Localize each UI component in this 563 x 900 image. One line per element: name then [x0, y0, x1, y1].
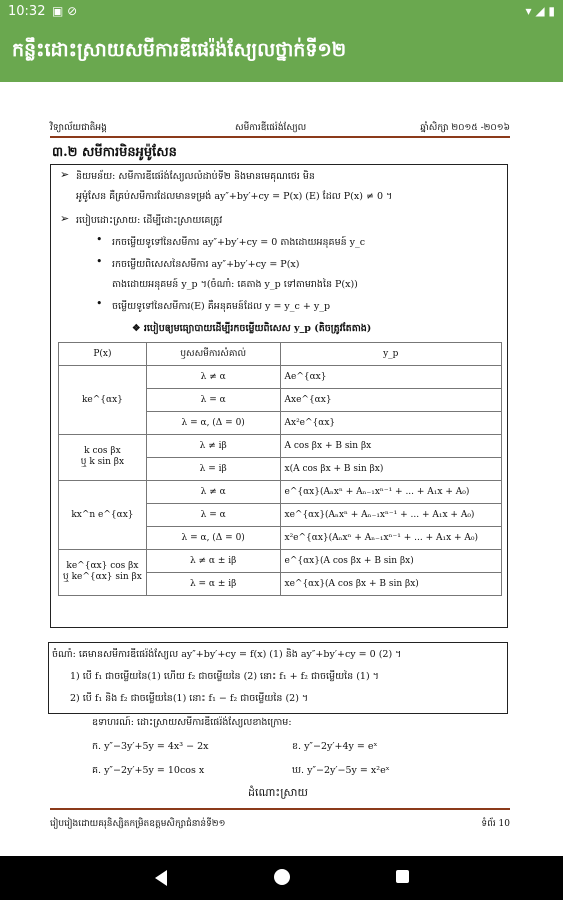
arrow-bullet-icon: ➢	[60, 168, 70, 181]
root-condition-cell: λ = α ± iβ	[146, 573, 280, 596]
definition-text-1: និយមន័យ: សមីការឌីផេរ៉ង់ស្យែលលំដាប់ទី២ និងមានមេគុណថេរ មិន	[76, 171, 315, 182]
table-caption: ❖ របៀបឲ្យមធ្យោបាយដើម្បីរកចម្លើយពិសេស y_p (តិចត្រូវតែតាង)	[132, 323, 372, 334]
page-footer	[50, 818, 510, 831]
section-title: ៣.២ សមីការមិនអូម៉ូសែន	[52, 145, 177, 160]
root-condition-cell: λ ≠ α	[146, 481, 280, 504]
dot-bullet-icon: •	[96, 297, 103, 310]
page-number: ទំព័រ 10	[481, 819, 510, 829]
table-header-cell: P(x)	[59, 343, 147, 366]
recent-apps-icon[interactable]	[396, 870, 409, 883]
yp-form-cell: Ae^{αx}	[280, 366, 502, 389]
table-row	[59, 435, 502, 458]
table-row	[59, 550, 502, 573]
yp-form-cell: x(A cos βx + B sin βx)	[280, 458, 502, 481]
example-c: គ. y″−2y′+5y = 10cos x	[92, 765, 205, 776]
header-rule	[50, 136, 510, 138]
root-condition-cell: λ = α, (Δ = 0)	[146, 412, 280, 435]
yp-form-cell: Ax²e^{αx}	[280, 412, 502, 435]
status-bar	[0, 0, 563, 24]
yp-form-cell: xe^{αx}(Aₙxⁿ + Aₙ₋₁xⁿ⁻¹ + ... + A₁x + A₀)	[280, 504, 502, 527]
page-header	[50, 120, 510, 136]
footer-author: រៀបរៀងដោយគរុនិស្សិតកម្រិតឧត្តមសិក្សាជំនាន់ទី២១	[50, 819, 226, 829]
document-viewer[interactable]	[0, 82, 563, 856]
method-step-2a: រកចម្លើយពិសេសនៃសមីការ ay″+by′+cy = P(x)	[112, 259, 300, 270]
root-condition-cell: λ ≠ α	[146, 366, 280, 389]
table-header-cell: y_p	[280, 343, 502, 366]
system-icons: ▾ ◢ ▮	[525, 4, 555, 18]
px-cell: ke^{αx}	[59, 366, 147, 435]
method-step-3: ចម្លើយទូទៅនៃសមីការ(E) គឺអនុគមន៍ដែល y = y_c + y_p	[112, 301, 331, 312]
root-condition-cell: λ = iβ	[146, 458, 280, 481]
method-title: របៀបដោះស្រាយ: ដើម្បីដោះស្រាយគេត្រូវ	[76, 215, 223, 226]
yp-form-cell: Axe^{αx}	[280, 389, 502, 412]
yp-form-cell: A cos βx + B sin βx	[280, 435, 502, 458]
solution-label: ដំណោះស្រាយ	[248, 786, 308, 799]
table-header-row	[59, 343, 502, 366]
note-line-2: 1) បើ f₁ ជាចម្លើយនៃ(1) ហើយ f₂ ជាចម្លើយនៃ (2) នោះ f₁ + f₂ ជាចម្លើយនៃ (1) ។	[70, 671, 379, 682]
navigation-bar	[0, 856, 563, 900]
yp-form-cell: xe^{αx}(A cos βx + B sin βx)	[280, 573, 502, 596]
note-line-3: 2) បើ f₁ និង f₂ ជាចម្លើយនៃ(1) នោះ f₁ − f₂ ជាចម្លើយនៃ (2) ។	[70, 693, 309, 704]
root-condition-cell: λ = α, (Δ = 0)	[146, 527, 280, 550]
example-d: ឃ. y″−2y′−5y = x²eˣ	[292, 765, 390, 776]
notification-icons: ▣ ⊘	[52, 4, 78, 18]
px-cell: ke^{αx} cos βx ឬ ke^{αx} sin βx	[59, 550, 147, 596]
yp-form-cell: x²e^{αx}(Aₙxⁿ + Aₙ₋₁xⁿ⁻¹ + ... + A₁x + A₀)	[280, 527, 502, 550]
header-school: វិទ្យាល័យជាតិអង្គ	[50, 123, 107, 133]
table-header-cell: ឫសសមីការសំគាល់	[146, 343, 280, 366]
definition-text-2: អូម៉ូសែន គឺគ្រប់សមីការដែលមានទម្រង់ ay″+by′+cy = P(x) (E) ដែល P(x) ≠ 0 ។	[76, 191, 393, 202]
status-time: 10:32	[8, 4, 46, 19]
home-icon[interactable]	[274, 869, 290, 885]
note-line-1: ចំណាំ: គេមានសមីការឌីផេរ៉ង់ស្យែល ay″+by′+cy = f(x) (1) និង ay″+by′+cy = 0 (2) ។	[52, 649, 402, 660]
root-condition-cell: λ = α	[146, 389, 280, 412]
root-condition-cell: λ ≠ iβ	[146, 435, 280, 458]
dot-bullet-icon: •	[96, 255, 103, 268]
method-step-1: រកចម្លើយទូទៅនៃសមីការ ay″+by′+cy = 0 តាងដោយអនុគមន៍ y_c	[112, 237, 366, 248]
particular-solution-table	[58, 342, 502, 596]
example-title: ឧទាហរណ៍: ដោះស្រាយសមីការឌីផេរ៉ង់ស្យែលខាងក្រោម:	[92, 717, 292, 728]
root-condition-cell: λ ≠ α ± iβ	[146, 550, 280, 573]
px-cell: k cos βx ឬ k sin βx	[59, 435, 147, 481]
header-topic: សមីការឌីផេរ៉ង់ស្យែល	[235, 123, 307, 133]
yp-form-cell: e^{αx}(Aₙxⁿ + Aₙ₋₁xⁿ⁻¹ + ... + A₁x + A₀)	[280, 481, 502, 504]
dot-bullet-icon: •	[96, 233, 103, 246]
footer-rule	[50, 808, 510, 810]
back-icon[interactable]	[155, 870, 167, 886]
app-title: កន្លឹះដោះស្រាយសមីការឌីផេរ៉ង់ស្យែលថ្នាក់ទី១២	[12, 39, 347, 61]
yp-form-cell: e^{αx}(A cos βx + B sin βx)	[280, 550, 502, 573]
method-step-2b: តាងដោយអនុគមន៍ y_p ។(ចំណាំ: គេតាង y_p ទៅតាមរាងនៃ P(x))	[112, 279, 358, 290]
example-a: ក. y″−3y′+5y = 4x³ − 2x	[92, 741, 209, 752]
app-bar	[0, 24, 563, 82]
table-row	[59, 366, 502, 389]
table-row	[59, 481, 502, 504]
px-cell: kx^n e^{αx}	[59, 481, 147, 550]
root-condition-cell: λ = α	[146, 504, 280, 527]
arrow-bullet-icon: ➢	[60, 212, 70, 225]
header-year: ឆ្នាំសិក្សា ២០១៥ -២០១៦	[420, 123, 510, 133]
example-b: ខ. y″−2y′+4y = eˣ	[292, 741, 378, 752]
